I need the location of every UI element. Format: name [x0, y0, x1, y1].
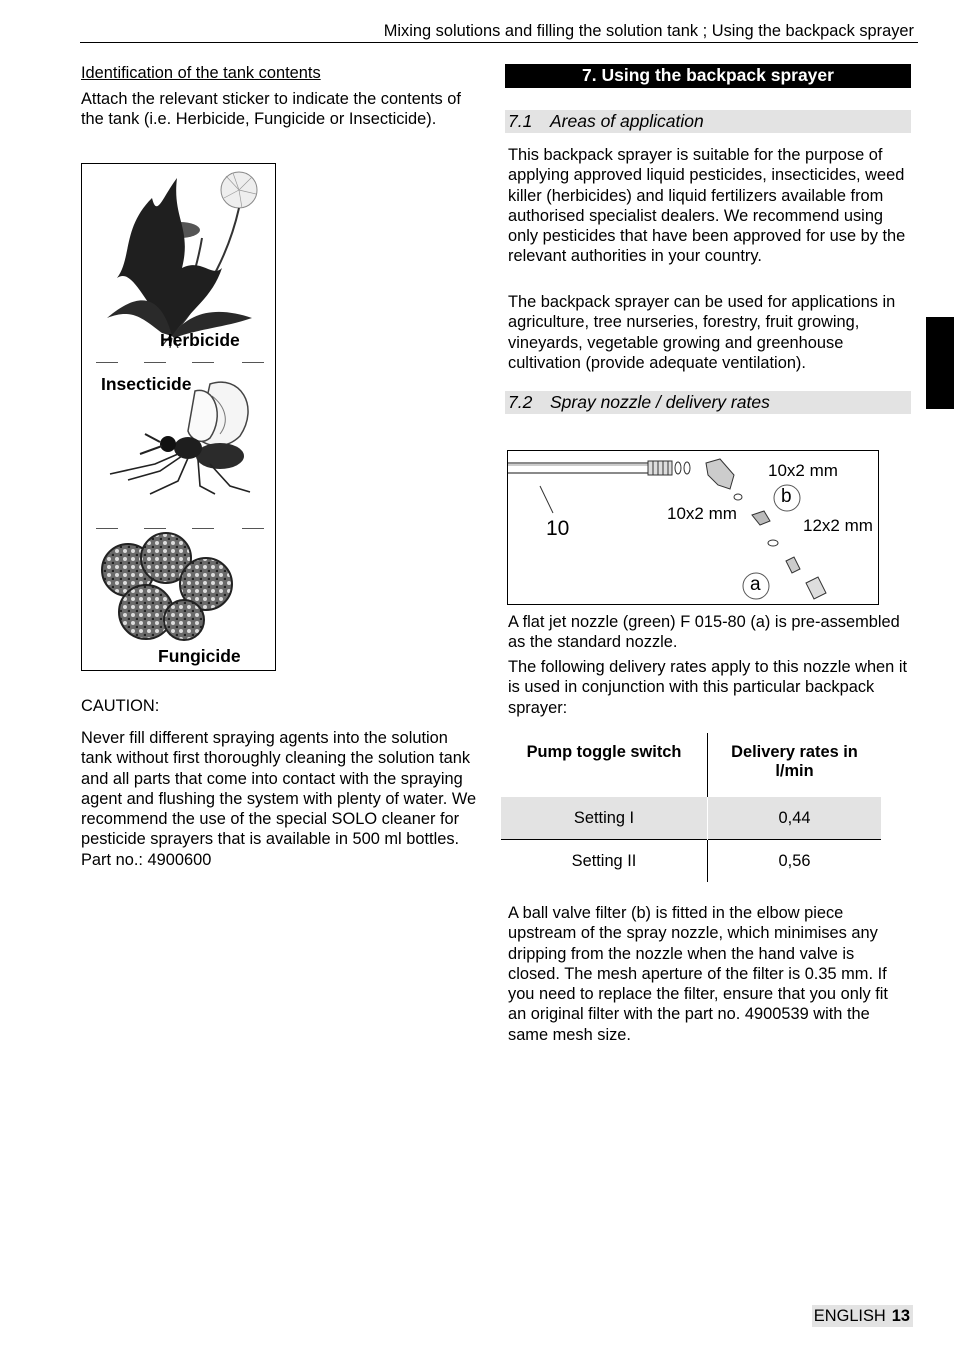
subsection-number: 7.1	[508, 111, 533, 131]
insecticide-label: Insecticide	[101, 374, 192, 394]
divider-dash	[96, 528, 118, 529]
table-cell: Setting I	[501, 797, 708, 840]
divider-dash	[96, 362, 118, 363]
delivery-rates-table	[501, 733, 881, 882]
fly-illustration	[100, 376, 260, 506]
nozzle-diagram	[507, 450, 879, 605]
part-a-label: a	[750, 574, 761, 595]
areas-paragraph-1: This backpack sprayer is suitable for the purpose of applying approved liquid pesticides, insecticides, weed killer (herbicides) and liquid fertilizers available from authorised specialist dealers. We recommend using only pesticides that have been approved for use by the relevant authorities in your country.	[508, 146, 906, 266]
identification-text: Attach the relevant sticker to indicate the contents of the tank (i.e. Herbicide, Fungicide or Insecticide).	[81, 90, 461, 129]
divider-dash	[242, 362, 264, 363]
caution-label: CAUTION:	[81, 697, 160, 715]
table-row	[501, 797, 881, 840]
subsection-title: Areas of application	[550, 111, 704, 131]
subsection-7-2-heading	[505, 391, 911, 414]
page-number: 13	[891, 1307, 910, 1325]
fungicide-label: Fungicide	[158, 646, 241, 666]
nozzle-paragraph-1: A flat jet nozzle (green) F 015-80 (a) is pre-assembled as the standard nozzle.	[508, 613, 900, 652]
divider-dash	[192, 362, 214, 363]
caution-text: Never fill different spraying agents into the solution tank without first thoroughly cleaning the solution tank and all parts that come into contact with the spraying agent and flushing the system with plenty of water. We recommend the use of the special SOLO cleaner for pesticide sprayers that is available in 500 ml bottles. Part no.: 4900600	[81, 729, 477, 869]
herbicide-label: Herbicide	[160, 330, 240, 350]
sticker-box	[81, 163, 276, 671]
subsection-title: Spray nozzle / delivery rates	[550, 392, 770, 412]
size-label-10x2-top: 10x2 mm	[768, 461, 838, 480]
fungus-illustration	[98, 532, 238, 644]
table-row	[501, 840, 881, 883]
dandelion-illustration	[102, 168, 262, 348]
column-header: Pump toggle switch	[501, 733, 708, 797]
size-label-12x2: 12x2 mm	[803, 516, 873, 535]
subsection-7-1-heading	[505, 110, 911, 133]
subsection-number: 7.2	[508, 392, 533, 412]
divider-dash	[144, 362, 166, 363]
divider-dash	[242, 528, 264, 529]
filter-paragraph: A ball valve filter (b) is fitted in the elbow piece upstream of the spray nozzle, which minimises any dripping from the nozzle when the hand valve is closed. The mesh aperture of the filter is 0.35 mm. If you need to replace the filter, ensure that you only fit an original filter with the part no. 4900539 with the same mesh size.	[508, 904, 888, 1044]
footer-language: ENGLISH	[813, 1307, 886, 1325]
part-b-label: b	[781, 486, 792, 507]
column-header: Delivery rates in l/min	[731, 743, 858, 780]
nozzle-paragraph-2: The following delivery rates apply to this nozzle when it is used in conjunction with this particular backpack sprayer:	[508, 658, 908, 717]
identification-title: Identification of the tank contents	[81, 64, 321, 82]
table-cell: 0,56	[708, 840, 882, 883]
page-header-title: Mixing solutions and filling the solution tank ; Using the backpack sprayer	[383, 22, 914, 40]
lance-number-label: 10	[546, 517, 570, 540]
table-header-row	[501, 733, 881, 797]
areas-paragraph-2: The backpack sprayer can be used for applications in agriculture, tree nurseries, forestry, fruit growing, vineyards, vegetable growing and greenhouse cultivation (provide adequate ventilation).	[508, 293, 896, 372]
table-cell: Setting II	[501, 840, 708, 883]
divider-dash	[144, 528, 166, 529]
section-7-title: 7. Using the backpack sprayer	[505, 64, 911, 88]
header-rule	[80, 42, 918, 43]
size-label-10x2-mid: 10x2 mm	[667, 504, 737, 523]
table-cell: 0,44	[708, 797, 882, 840]
divider-dash	[192, 528, 214, 529]
page-footer	[812, 1305, 913, 1327]
chapter-side-tab	[926, 317, 954, 409]
